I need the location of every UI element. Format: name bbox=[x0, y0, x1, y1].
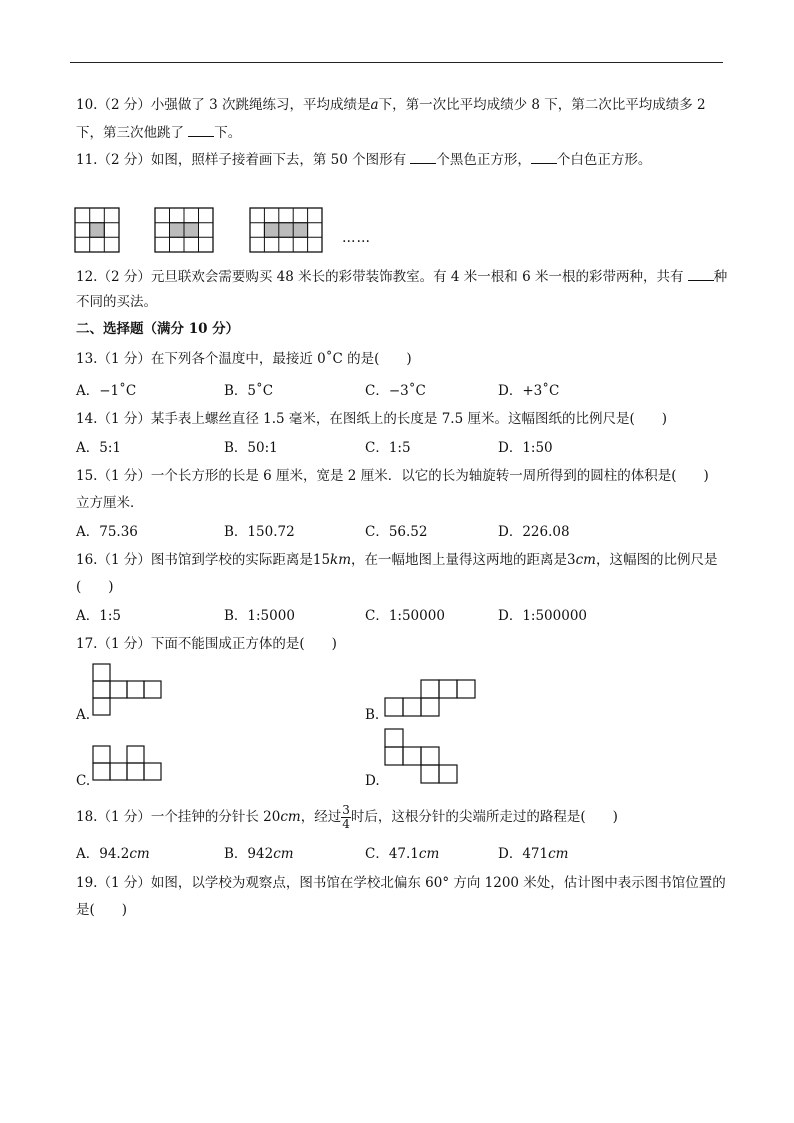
fraction-three-quarters: $\frac{3}{4}$ bbox=[342, 803, 350, 831]
q14-option-a[interactable]: A．5:1 bbox=[76, 440, 121, 456]
q12-line1: 12.（2 分）元旦联欢会需要购买 48 米长的彩带装饰教室。有 4 米一根和 6 米一根的彩带两种，共有 种 bbox=[76, 269, 728, 285]
q19-line1: 19.（1 分）如图，以学校为观察点，图书馆在学校北偏东 60° 方向 1200 米处，估计图中表示图书馆位置的 bbox=[76, 875, 726, 891]
q13-option-a[interactable]: A．−1˚C bbox=[76, 383, 137, 399]
pattern-figure-2 bbox=[155, 208, 213, 252]
q12-line2: 不同的买法。 bbox=[76, 294, 157, 310]
answer-blank[interactable] bbox=[410, 150, 436, 164]
answer-blank[interactable] bbox=[688, 267, 714, 281]
q15-option-c[interactable]: C．56.52 bbox=[365, 524, 428, 540]
q14-stem: 14.（1 分）某手表上螺丝直径 1.5 毫米，在图纸上的长度是 7.5 厘米。这幅图纸的比例尺是( ) bbox=[76, 411, 667, 427]
q18-option-a[interactable]: A．94.2cm bbox=[76, 846, 150, 862]
q17-stem: 17.（1 分）下面不能围成正方体的是( ) bbox=[76, 636, 337, 652]
cube-net-b bbox=[384, 679, 480, 719]
q13-option-c[interactable]: C．−3˚C bbox=[365, 383, 426, 399]
q14-option-b[interactable]: B．50:1 bbox=[224, 440, 278, 456]
cube-net-c bbox=[92, 745, 166, 785]
q18-stem: 18.（1 分）一个挂钟的分针长 20cm，经过 $\frac{3}{4}$ 时后，这根分针的尖端所走过的路程是( ) bbox=[76, 803, 618, 831]
q10-line1: 10.（2 分）小强做了 3 次跳绳练习，平均成绩是a下，第一次比平均成绩少 8 下，第二次比平均成绩多 2 bbox=[76, 97, 706, 113]
q13-stem: 13.（1 分）在下列各个温度中，最接近 0˚C 的是( ) bbox=[76, 351, 412, 367]
header-rule bbox=[70, 62, 723, 63]
q19-line2: 是( ) bbox=[76, 902, 128, 918]
q11-pattern-figures bbox=[73, 205, 373, 255]
q15-line2: 立方厘米． bbox=[76, 495, 144, 511]
q14-option-c[interactable]: C．1:5 bbox=[365, 440, 411, 456]
cube-net-d bbox=[384, 728, 464, 788]
q18-option-d[interactable]: D．471cm bbox=[498, 846, 569, 862]
q16-option-d[interactable]: D．1:500000 bbox=[498, 608, 587, 624]
q17-option-b[interactable]: B. bbox=[365, 707, 380, 723]
q13-option-d[interactable]: D．+3˚C bbox=[498, 383, 560, 399]
q14-option-d[interactable]: D．1:50 bbox=[498, 440, 553, 456]
answer-blank[interactable] bbox=[531, 150, 557, 164]
q11-line: 11.（2 分）如图，照样子接着画下去，第 50 个图形有 个黑色正方形， 个白色正方形。 bbox=[76, 152, 652, 168]
answer-blank[interactable] bbox=[188, 123, 214, 137]
continuation-dots: …… bbox=[342, 230, 371, 246]
q18-option-c[interactable]: C．47.1cm bbox=[365, 846, 440, 862]
q17-option-d[interactable]: D. bbox=[365, 773, 380, 789]
cube-net-a bbox=[92, 663, 166, 719]
q18-option-b[interactable]: B．942cm bbox=[224, 846, 294, 862]
q16-option-c[interactable]: C．1:50000 bbox=[365, 608, 445, 624]
q13-option-b[interactable]: B．5˚C bbox=[224, 383, 274, 399]
q16-line2: ( ) bbox=[76, 579, 114, 595]
q16-line1: 16.（1 分）图书馆到学校的实际距离是15km，在一幅地图上量得这两地的距离是3cm，这幅图的比例尺是 bbox=[76, 552, 718, 568]
pattern-figure-1 bbox=[75, 208, 119, 252]
q15-option-d[interactable]: D．226.08 bbox=[498, 524, 570, 540]
q16-option-a[interactable]: A．1:5 bbox=[76, 608, 121, 624]
q17-option-a[interactable]: A. bbox=[76, 707, 91, 723]
q15-option-b[interactable]: B．150.72 bbox=[224, 524, 295, 540]
section-heading: 二、选择题（满分 10 分） bbox=[76, 321, 240, 337]
q15-option-a[interactable]: A．75.36 bbox=[76, 524, 138, 540]
pattern-figure-3 bbox=[250, 208, 322, 252]
q15-line1: 15.（1 分）一个长方形的长是 6 厘米，宽是 2 厘米．以它的长为轴旋转一周所得到的圆柱的体积是( ) bbox=[76, 468, 709, 484]
q17-option-c[interactable]: C. bbox=[76, 773, 91, 789]
q10-line2: 下，第三次他跳了 下。 bbox=[76, 125, 242, 141]
q16-option-b[interactable]: B．1:5000 bbox=[224, 608, 295, 624]
